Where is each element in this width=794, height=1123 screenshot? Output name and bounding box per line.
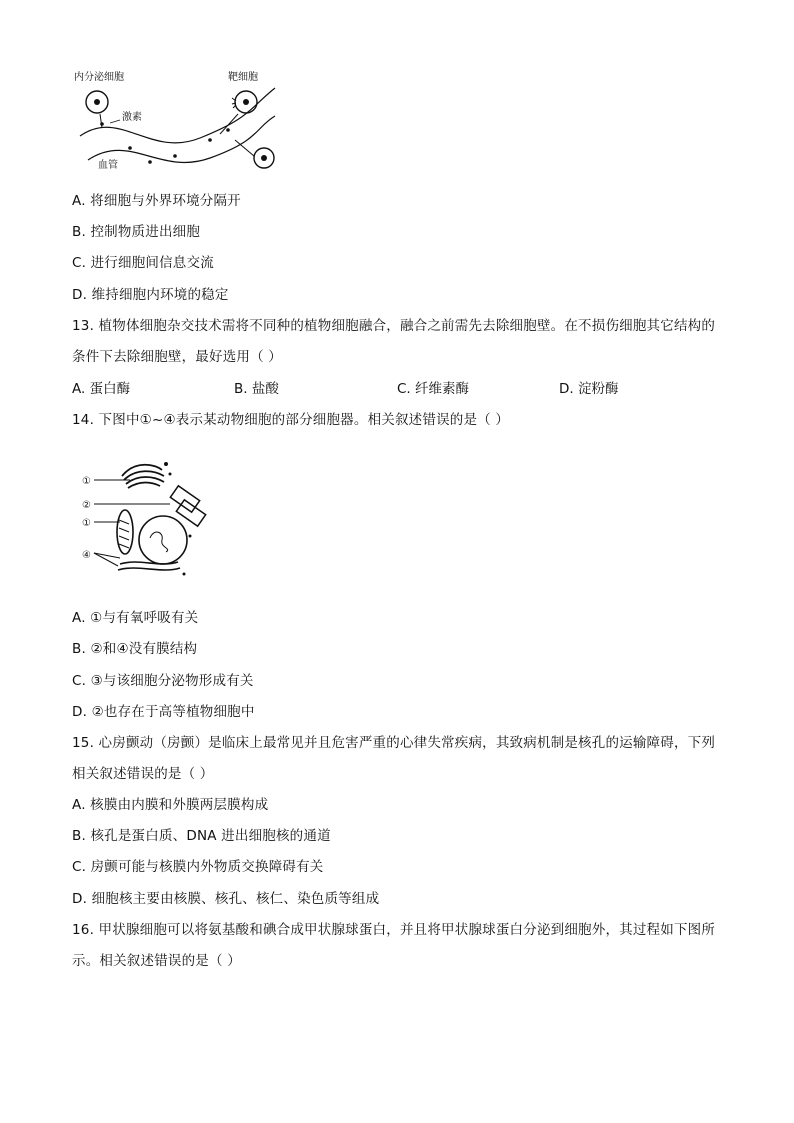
q14-stem: 14. 下图中①~④表示某动物细胞的部分细胞器。相关叙述错误的是（ ） [72,412,510,428]
q15-option-a: A. 核膜由内膜和外膜两层膜构成 [72,797,269,813]
label-blood-vessel: 血管 [98,160,118,171]
q12-option-c: C. 进行细胞间信息交流 [72,255,214,271]
q15-option-b: B. 核孔是蛋白质、DNA 进出细胞核的通道 [72,828,331,844]
q15-option-d: D. 细胞核主要由核膜、核孔、核仁、染色质等组成 [72,891,380,907]
q14-option-d: D. ②也存在于高等植物细胞中 [72,704,255,720]
q13-option-a: A. 蛋白酶 [72,381,131,397]
organelle-figure [80,440,210,590]
fig-label-3: ① [82,518,91,529]
q13-option-b: B. 盐酸 [234,381,279,397]
q13-option-c: C. 纤维素酶 [397,381,470,397]
q14-option-c: C. ③与该细胞分泌物形成有关 [72,673,254,689]
q16-stem-line2: 示。相关叙述错误的是（ ） [72,953,241,969]
fig-label-1: ① [82,476,91,487]
q15-option-c: C. 房颤可能与核膜内外物质交换障碍有关 [72,859,324,875]
q14-option-a: A. ①与有氧呼吸有关 [72,610,199,626]
q13-options [72,380,732,398]
q13-option-d: D. 淀粉酶 [559,381,619,397]
q14-option-b: B. ②和④没有膜结构 [72,641,198,657]
label-target-cell: 靶细胞 [228,72,258,83]
q13-stem-line2: 条件下去除细胞壁，最好选用（ ） [72,349,282,365]
q16-stem-line1: 16. 甲状腺细胞可以将氨基酸和碘合成甲状腺球蛋白，并且将甲状腺球蛋白分泌到细胞外，其过程如下图所 [72,922,716,938]
fig-label-4: ④ [82,550,91,561]
q13-stem-line1: 13. 植物体细胞杂交技术需将不同种的植物细胞融合，融合之前需先去除细胞壁。在不损伤细胞其它结构的 [72,318,716,334]
q12-option-b: B. 控制物质进出细胞 [72,224,201,240]
hormone-transport-figure [70,68,280,176]
label-endocrine-cell: 内分泌细胞 [74,72,124,83]
label-hormone: 激素 [122,112,142,123]
q15-stem-line1: 15. 心房颤动（房颤）是临床上最常见并且危害严重的心律失常疾病，其致病机制是核孔的运输障碍，下列 [72,735,716,751]
q12-option-a: A. 将细胞与外界环境分隔开 [72,193,241,209]
q12-option-d: D. 维持细胞内环境的稳定 [72,287,229,303]
fig-label-2: ② [82,500,91,511]
q15-stem-line2: 相关叙述错误的是（ ） [72,766,214,782]
